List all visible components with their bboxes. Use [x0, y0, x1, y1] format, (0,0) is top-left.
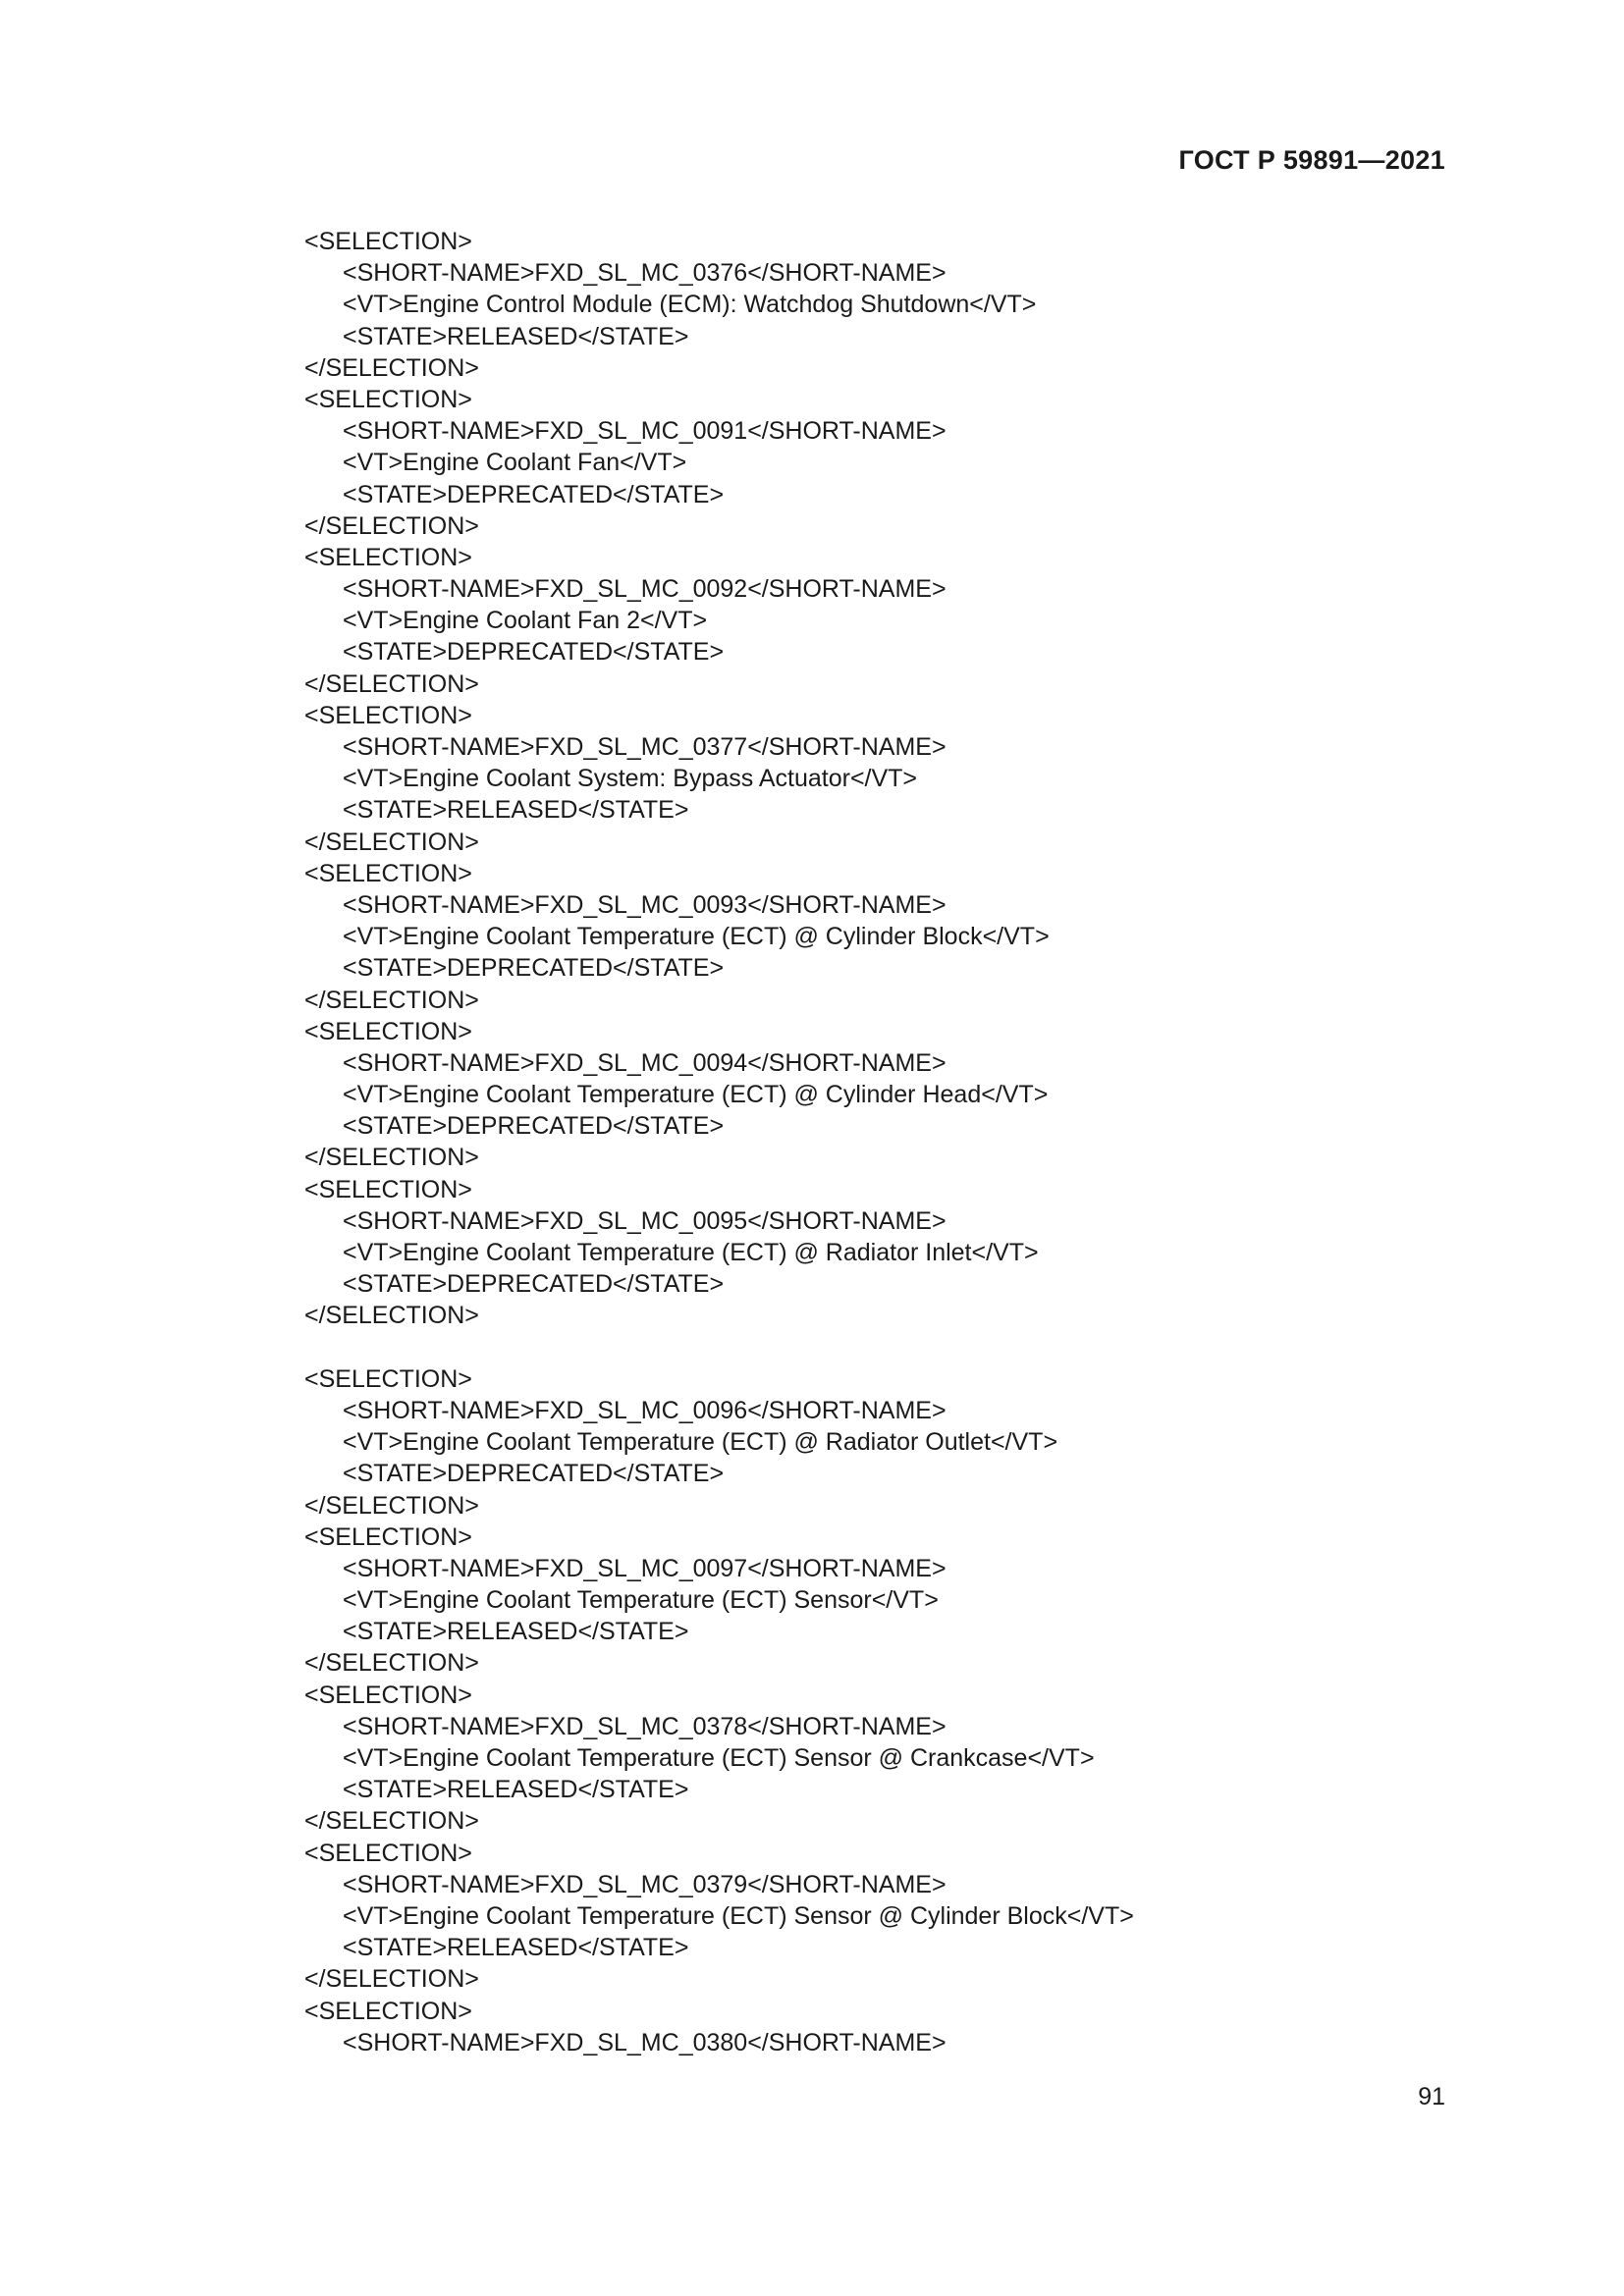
code-line: <STATE>RELEASED</STATE> — [343, 796, 689, 825]
code-line: <STATE>RELEASED</STATE> — [343, 1618, 689, 1646]
code-line: <SELECTION> — [304, 701, 472, 729]
code-line: <VT>Engine Coolant Temperature (ECT) @ Cylinder Head</VT> — [343, 1081, 1049, 1109]
code-line: <STATE>DEPRECATED</STATE> — [343, 954, 725, 983]
code-line: <SHORT-NAME>FXD_SL_MC_0376</SHORT-NAME> — [343, 259, 947, 288]
code-line: <STATE>RELEASED</STATE> — [343, 1776, 689, 1804]
code-line: <STATE>DEPRECATED</STATE> — [343, 480, 725, 508]
code-line: <VT>Engine Coolant Fan</VT> — [343, 449, 687, 477]
code-line: <VT>Engine Coolant Temperature (ECT) @ Radiator Inlet</VT> — [343, 1239, 1039, 1266]
code-line: <SELECTION> — [304, 1681, 472, 1709]
code-line: <SELECTION> — [304, 1997, 472, 2025]
code-line: <STATE>DEPRECATED</STATE> — [343, 1270, 725, 1299]
code-line: <SELECTION> — [304, 1522, 472, 1551]
code-line: </SELECTION> — [304, 1807, 479, 1836]
code-line: <VT>Engine Coolant Temperature (ECT) Sensor @ Crankcase</VT> — [343, 1744, 1095, 1772]
code-line: <SHORT-NAME>FXD_SL_MC_0380</SHORT-NAME> — [343, 2028, 947, 2056]
page-number: 91 — [1418, 2083, 1445, 2110]
code-line: </SELECTION> — [304, 1491, 479, 1520]
code-line: <SHORT-NAME>FXD_SL_MC_0097</SHORT-NAME> — [343, 1554, 947, 1582]
code-line: <STATE>RELEASED</STATE> — [343, 322, 689, 350]
code-line: <STATE>DEPRECATED</STATE> — [343, 1460, 725, 1488]
code-line: <SELECTION> — [304, 228, 472, 255]
document-header-standard-id: ГОСТ Р 59891—2021 — [1178, 145, 1445, 175]
code-line: <VT>Engine Coolant Temperature (ECT) Sensor @ Cylinder Block</VT> — [343, 1901, 1134, 1930]
code-line: <STATE>RELEASED</STATE> — [343, 1934, 689, 1962]
code-line: </SELECTION> — [304, 353, 479, 382]
code-line: <SELECTION> — [304, 385, 472, 413]
code-line: <SHORT-NAME>FXD_SL_MC_0092</SHORT-NAME> — [343, 575, 947, 604]
code-line: <VT>Engine Coolant Fan 2</VT> — [343, 607, 708, 635]
code-line: </SELECTION> — [304, 1302, 479, 1330]
code-line: <SELECTION> — [304, 1017, 472, 1045]
code-line: <SHORT-NAME>FXD_SL_MC_0377</SHORT-NAME> — [343, 733, 947, 761]
code-line: <SHORT-NAME>FXD_SL_MC_0091</SHORT-NAME> — [343, 417, 947, 446]
code-line: </SELECTION> — [304, 986, 479, 1014]
code-line: <SELECTION> — [304, 1364, 472, 1393]
code-line: <VT>Engine Coolant System: Bypass Actuator</VT> — [343, 765, 918, 793]
code-line: <SHORT-NAME>FXD_SL_MC_0379</SHORT-NAME> — [343, 1870, 947, 1898]
code-line: <VT>Engine Control Module (ECM): Watchdog Shutdown</VT> — [343, 291, 1037, 319]
code-line: </SELECTION> — [304, 1965, 479, 1994]
code-line: </SELECTION> — [304, 1144, 479, 1172]
code-line: <SHORT-NAME>FXD_SL_MC_0094</SHORT-NAME> — [343, 1048, 947, 1077]
code-line: <SHORT-NAME>FXD_SL_MC_0095</SHORT-NAME> — [343, 1206, 947, 1235]
xml-code-listing — [304, 226, 1434, 2058]
code-line: <SELECTION> — [304, 859, 472, 887]
code-line: <SELECTION> — [304, 1175, 472, 1203]
code-line: <SHORT-NAME>FXD_SL_MC_0096</SHORT-NAME> — [343, 1396, 947, 1424]
code-line: <VT>Engine Coolant Temperature (ECT) @ Radiator Outlet</VT> — [343, 1428, 1058, 1457]
code-blank-line — [304, 1332, 1434, 1363]
code-line: </SELECTION> — [304, 511, 479, 540]
code-line: <SELECTION> — [304, 1839, 472, 1867]
code-line: <STATE>DEPRECATED</STATE> — [343, 1112, 725, 1141]
code-line: <VT>Engine Coolant Temperature (ECT) Sensor</VT> — [343, 1586, 939, 1615]
code-line: <VT>Engine Coolant Temperature (ECT) @ Cylinder Block</VT> — [343, 923, 1050, 951]
code-line: </SELECTION> — [304, 828, 479, 856]
code-line: <SHORT-NAME>FXD_SL_MC_0093</SHORT-NAME> — [343, 890, 947, 919]
code-line: </SELECTION> — [304, 669, 479, 698]
code-line: </SELECTION> — [304, 1649, 479, 1678]
code-line: <SHORT-NAME>FXD_SL_MC_0378</SHORT-NAME> — [343, 1712, 947, 1740]
code-line: <SELECTION> — [304, 543, 472, 571]
code-line: <STATE>DEPRECATED</STATE> — [343, 638, 725, 667]
